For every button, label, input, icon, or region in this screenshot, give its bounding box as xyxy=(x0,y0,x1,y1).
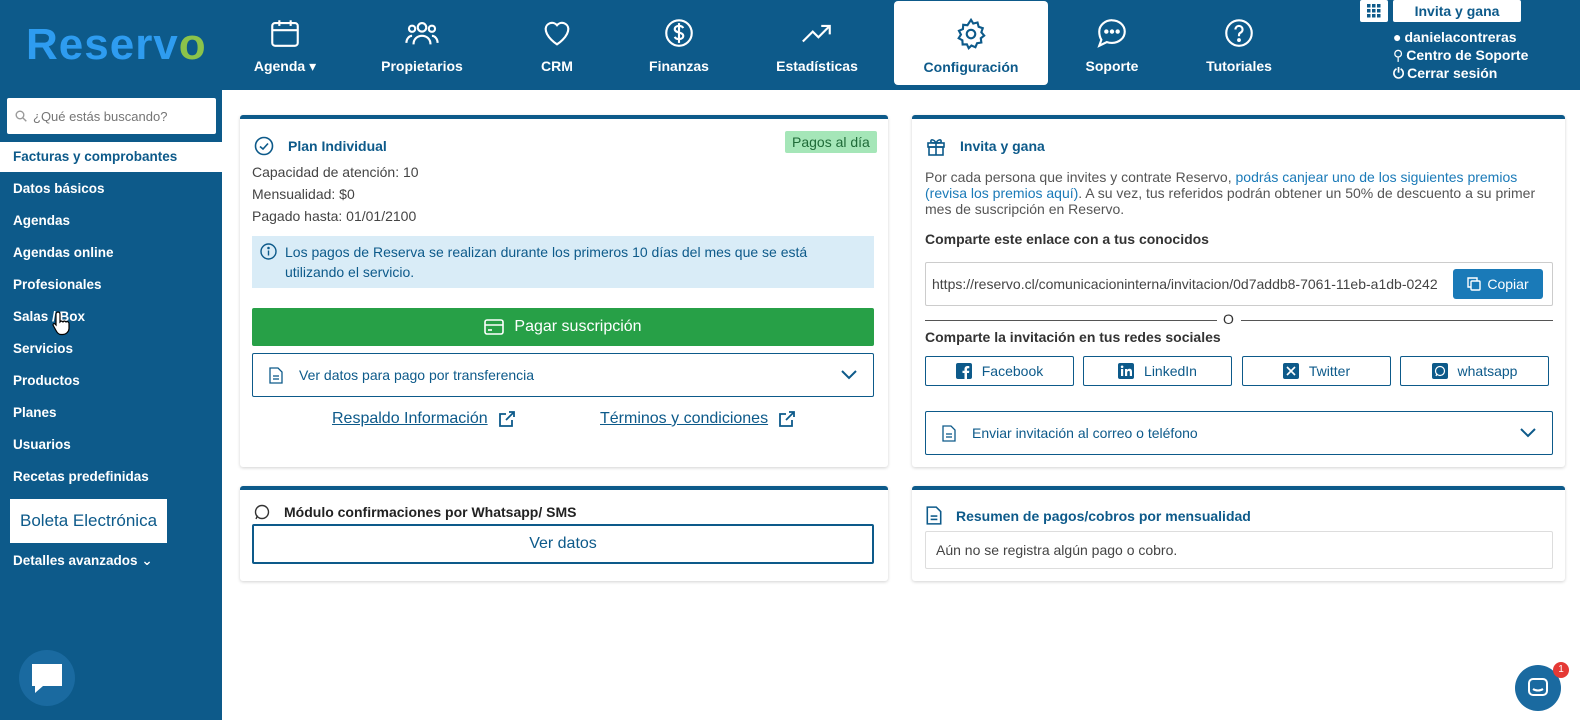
terms-link[interactable]: Términos y condiciones xyxy=(600,410,796,428)
hand-cursor-icon xyxy=(52,310,74,336)
nav-crm[interactable] xyxy=(520,0,594,84)
username-link[interactable]: ● danielacontreras xyxy=(1393,29,1517,45)
sidebar-item-agendas[interactable]: Agendas xyxy=(13,213,71,228)
sidebar-item-facturas[interactable]: Facturas y comprobantes xyxy=(0,142,222,172)
power-icon: ⏻ xyxy=(1393,65,1405,81)
capacity-text: Capacidad de atención: 10 xyxy=(252,164,419,180)
chat-icon xyxy=(1527,677,1549,699)
plan-card xyxy=(240,115,888,467)
sidebar xyxy=(0,90,222,720)
sidebar-item-planes[interactable]: Planes xyxy=(13,405,57,420)
facebook-share-button[interactable]: Facebook xyxy=(925,356,1074,386)
nav-agenda-label: Agenda xyxy=(253,58,306,74)
whatsapp-icon xyxy=(254,504,270,520)
sidebar-item-productos[interactable]: Productos xyxy=(13,373,80,388)
plan-title: Plan Individual xyxy=(254,136,387,156)
speech-bubble-icon xyxy=(29,662,65,694)
chat-widget-button[interactable] xyxy=(19,650,75,706)
support-center-link[interactable]: ⚲ Centro de Soporte xyxy=(1393,47,1529,63)
prizes-link[interactable]: podrás canjear uno de los siguientes premios (revisa los premios aquí) xyxy=(925,169,1518,201)
paid-until-text: Pagado hasta: 01/01/2100 xyxy=(252,208,417,224)
check-circle-icon xyxy=(254,136,274,156)
logout-link[interactable]: ⏻ Cerrar sesión xyxy=(1393,65,1498,81)
reservo-logo[interactable]: Reservo xyxy=(26,20,207,69)
sidebar-item-datos-basicos[interactable]: Datos básicos xyxy=(13,181,105,196)
nav-agenda[interactable]: Agenda ▾ xyxy=(240,0,330,84)
users-icon xyxy=(405,16,439,50)
grid-icon xyxy=(1367,4,1381,18)
calendar-icon xyxy=(268,16,302,50)
payments-summary-title: Resumen de pagos/cobros por mensualidad xyxy=(926,506,1251,525)
payment-info-text: Los pagos de Reserva se realizan durante los primeros 10 días del mes que se está utilizando el servicio. xyxy=(285,244,808,280)
divider-right xyxy=(1241,320,1553,321)
sidebar-item-boleta[interactable]: Boleta Electrónica xyxy=(10,499,167,543)
apps-grid-button[interactable] xyxy=(1360,0,1388,22)
divider-left xyxy=(925,320,1217,321)
external-link-icon xyxy=(778,410,796,428)
status-badge: Pagos al día xyxy=(785,131,877,153)
sidebar-item-recetas[interactable]: Recetas predefinidas xyxy=(13,469,149,484)
search-input[interactable] xyxy=(33,109,203,124)
nav-tutoriales-label: Tutoriales xyxy=(1206,58,1272,74)
sidebar-item-profesionales[interactable]: Profesionales xyxy=(13,277,102,292)
dollar-icon xyxy=(662,16,696,50)
linkedin-share-button[interactable]: LinkedIn xyxy=(1083,356,1232,386)
whatsapp-module-title: Módulo confirmaciones por Whatsapp/ SMS xyxy=(254,504,576,520)
search-icon xyxy=(15,110,27,122)
nav-propietarios[interactable] xyxy=(372,0,472,84)
whatsapp-module-card xyxy=(240,486,888,581)
facebook-icon xyxy=(956,363,972,379)
nav-crm-label: CRM xyxy=(541,58,573,74)
chevron-down-icon: ⌄ xyxy=(141,553,153,568)
whatsapp-share-button[interactable]: whatsapp xyxy=(1400,356,1549,386)
share-social-label: Comparte la invitación en tus redes sociales xyxy=(925,329,1221,345)
gear-icon xyxy=(954,17,988,51)
nav-soporte-label: Soporte xyxy=(1085,58,1139,74)
sidebar-item-usuarios[interactable]: Usuarios xyxy=(13,437,71,452)
sidebar-item-salas-box[interactable]: Salas / Box xyxy=(13,309,86,324)
card-icon xyxy=(484,319,504,335)
chat-icon xyxy=(1095,16,1129,50)
user-links xyxy=(1393,28,1528,82)
nav-estadisticas-label: Estadísticas xyxy=(776,58,858,74)
pin-icon: ⚲ xyxy=(1393,47,1404,63)
pay-subscription-button[interactable]: Pagar suscripción xyxy=(252,308,874,346)
user-icon: ● xyxy=(1393,29,1402,45)
external-link-icon xyxy=(498,410,516,428)
chevron-down-icon xyxy=(841,370,857,380)
backup-link[interactable]: Respaldo Información xyxy=(332,410,516,428)
twitter-icon xyxy=(1283,363,1299,379)
nav-estadisticas[interactable] xyxy=(762,0,872,84)
top-navigation xyxy=(0,0,1580,90)
notification-badge: 1 xyxy=(1553,662,1569,678)
send-invite-accordion[interactable]: Enviar invitación al correo o teléfono xyxy=(925,411,1553,455)
info-icon xyxy=(260,243,277,260)
ver-datos-button[interactable]: Ver datos xyxy=(252,524,874,564)
twitter-share-button[interactable]: Twitter xyxy=(1242,356,1391,386)
heart-icon xyxy=(540,16,574,50)
or-label: O xyxy=(1223,311,1234,327)
copy-icon xyxy=(1467,277,1481,291)
payments-summary-card xyxy=(912,486,1565,581)
linkedin-icon xyxy=(1118,363,1134,379)
question-icon xyxy=(1222,16,1256,50)
payment-info-box xyxy=(252,236,874,288)
trend-icon xyxy=(800,16,834,50)
share-link-label: Comparte este enlace con a tus conocidos xyxy=(925,231,1209,247)
document-icon xyxy=(942,425,956,442)
sidebar-item-agendas-online[interactable]: Agendas online xyxy=(13,245,114,260)
nav-propietarios-label: Propietarios xyxy=(381,58,463,74)
whatsapp-icon xyxy=(1432,363,1448,379)
invite-description: Por cada persona que invites y contrate Reservo, podrás canjear uno de los siguientes premios (revisa los premios aquí). A su vez, tus referidos podrán obtener un 50% de descuento a su primer mes de suscripción en Reservo. xyxy=(925,169,1536,217)
sidebar-search[interactable] xyxy=(7,98,216,134)
monthly-text: Mensualidad: $0 xyxy=(252,186,355,202)
sidebar-item-detalles-avanzados[interactable]: Detalles avanzados ⌄ xyxy=(13,553,153,568)
copy-button[interactable]: Copiar xyxy=(1453,269,1543,299)
nav-configuracion-label: Configuración xyxy=(923,59,1019,75)
nav-soporte[interactable] xyxy=(1072,0,1152,84)
nav-finanzas-label: Finanzas xyxy=(649,58,709,74)
invite-button[interactable]: Invita y gana xyxy=(1393,0,1521,22)
invite-card xyxy=(912,115,1565,467)
document-icon xyxy=(269,367,283,384)
payments-empty-message: Aún no se registra algún pago o cobro. xyxy=(925,531,1553,569)
document-icon xyxy=(926,506,942,525)
invite-title: Invita y gana xyxy=(926,136,1045,156)
nav-finanzas[interactable] xyxy=(636,0,722,84)
gift-icon xyxy=(926,136,946,156)
invite-url-field[interactable]: https://reservo.cl/comunicacioninterna/invitacion/0d7addb8-7061-11eb-a1db-0242 xyxy=(925,262,1553,306)
nav-configuracion[interactable] xyxy=(894,1,1048,85)
nav-tutoriales[interactable] xyxy=(1195,0,1283,84)
sidebar-item-servicios[interactable]: Servicios xyxy=(13,341,74,356)
transfer-accordion[interactable]: Ver datos para pago por transferencia xyxy=(252,353,874,397)
chevron-down-icon xyxy=(1520,428,1536,438)
